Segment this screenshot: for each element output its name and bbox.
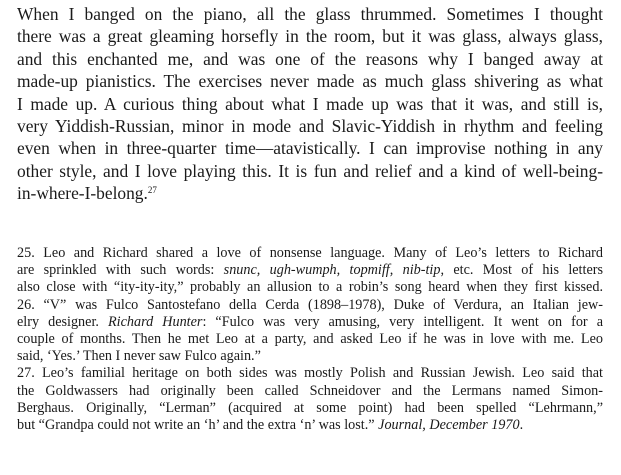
footnote-27-line: the Goldwassers had originally been called Schneidover and the Lermans named Simon-	[17, 382, 603, 399]
nonsense-words: snunc, ugh-wumph, topmiff, nib-tip	[223, 262, 441, 279]
body-line: very Yiddish-Russian, minor in mode and Slavic-Yiddish in rhythm and feeling	[17, 116, 603, 137]
note-text: but “Grandpa could not write an ‘h’ and the extra ‘n’ was lost.”	[17, 417, 379, 434]
note-text: , etc. Most of his letters	[440, 262, 603, 279]
footnote-26-line: couple of months. Then he met Leo at a party, and asked Leo if he was in love with me. Leo	[17, 331, 603, 348]
footnote-reference[interactable]: 27	[147, 185, 157, 196]
footnote-25-line: 25. Leo and Richard shared a love of nonsense language. Many of Leo’s letters to Richard	[17, 245, 603, 261]
body-line-last	[17, 182, 603, 204]
body-line-text: in-where-I-belong.	[17, 183, 148, 204]
footnote-27-line: Berghaus. Originally, “Lerman” (acquired at some point) had been spelled “Lehrmann,”	[17, 399, 603, 416]
note-text: : “Fulco was very amusing, very intelligent. It went on for a	[202, 313, 604, 330]
body-line: and this enchanted me, and was one of the reasons why I banged away at	[17, 48, 603, 69]
source-citation: Journal, December 1970	[378, 417, 520, 434]
body-line: other style, and I love playing this. It is fun and relief and a kind of well-being-	[17, 160, 603, 181]
footnote-26-line: said, ‘Yes.’ Then I never saw Fulco again.”	[17, 348, 261, 365]
document-page	[17, 3, 604, 434]
footnote-26-line	[17, 314, 603, 331]
footnote-27-line	[17, 417, 603, 434]
body-line: When I banged on the piano, all the glass thrummed. Sometimes I thought	[17, 4, 603, 24]
source-name: Richard Hunter	[108, 313, 203, 330]
footnote-26-line: 26. “V” was Fulco Santostefano della Cerda (1898–1978), Duke of Verdura, an Italian jew-	[17, 296, 603, 313]
body-line: there was a great gleaming horsefly in the room, but it was glass, always glass,	[17, 26, 603, 47]
footnote-25-line: also close with “ity-ity-ity,” probably an allusion to a robin’s song heard when they first kissed.	[17, 279, 603, 296]
note-text: elry designer.	[17, 313, 108, 330]
body-line: I made up. A curious thing about what I made up was that it was, and still is,	[17, 93, 603, 114]
footnote-27-line: 27. Leo’s familial heritage on both sides was mostly Polish and Russian Jewish. Leo said that	[17, 365, 603, 382]
footnote-25-line	[17, 262, 603, 279]
body-line: even when in three-quarter time—atavistically. I can improvise nothing in any	[17, 138, 603, 159]
note-text: are sprinkled with such words:	[17, 262, 224, 279]
footnotes	[17, 245, 603, 434]
body-paragraph	[17, 3, 603, 205]
body-line: made-up pianistics. The exercises never made as much glass shivering as what	[17, 71, 603, 92]
note-text: .	[519, 417, 524, 434]
